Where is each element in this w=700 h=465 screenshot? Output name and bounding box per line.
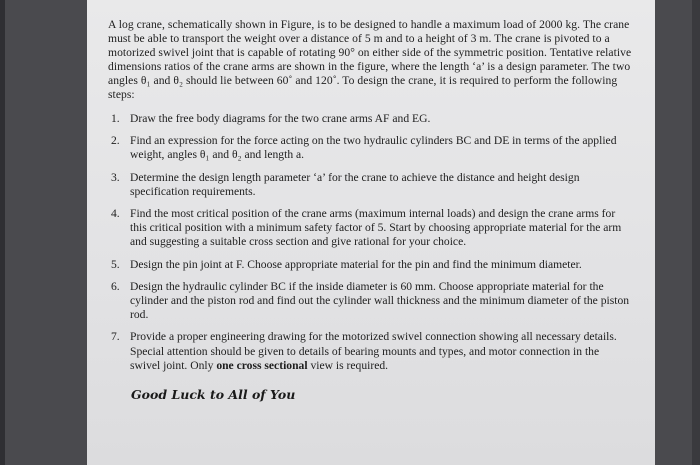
step-text: Determine the design length parameter ‘a’ for the crane to achieve the distance and height design specification requirements. xyxy=(130,170,580,198)
closing-signoff: Good Luck to All of You xyxy=(131,387,296,403)
step-item xyxy=(108,207,645,250)
step-number: 1. xyxy=(111,112,120,125)
step-item xyxy=(108,258,645,272)
step-text-emphasis: one cross sectional xyxy=(216,358,308,372)
step-number: 2. xyxy=(111,134,120,148)
step-number: 4. xyxy=(111,207,120,221)
step-item xyxy=(108,330,645,373)
step-number: 7. xyxy=(111,330,120,344)
assignment-sheet xyxy=(87,0,655,465)
left-background-edge xyxy=(0,0,5,465)
step-text: Find an expression for the force acting on the two hydraulic cylinders BC and DE in terms of the applied weight, angles θ₁ and θ₂ and length a. xyxy=(130,134,617,162)
right-background-edge xyxy=(692,0,700,465)
step-number: 5. xyxy=(111,257,120,271)
step-number: 6. xyxy=(111,279,120,293)
step-text-part: view is required. xyxy=(307,358,389,372)
step-item xyxy=(108,112,645,126)
step-item xyxy=(108,134,645,162)
steps-list xyxy=(108,112,645,373)
step-number: 3. xyxy=(111,170,120,184)
step-text: Design the hydraulic cylinder BC if the inside diameter is 60 mm. Choose appropriate material for the cylinder and the piston rod and find out the cylinder wall thickness and the minimum diameter of the piston rod. xyxy=(130,279,630,322)
step-text: Design the pin joint at F. Choose appropriate material for the pin and find the minimum diameter. xyxy=(130,257,582,271)
step-text: Find the most critical position of the crane arms (maximum internal loads) and design the crane arms for this critical position with a minimum safety factor of 5. Start by choosing appropriate material for the arm and suggesting a suitable cross section and give rational for your choice. xyxy=(130,207,622,249)
step-item xyxy=(108,280,645,323)
step-text-part: Provide a proper engineering drawing for the motorized swivel connection showing all necessary details. Special attention should be given to details of bearing mounts and types, and motor connection in the swivel joint. Only xyxy=(130,330,617,372)
intro-paragraph: A log crane, schematically shown in Figure, is to be designed to handle a maximum load of 2000 kg. The crane must be able to transport the weight over a distance of 5 m and to a height of 3 m. The crane is pivoted to a motorized swivel joint that is capable of rotating 90° on either side of the symmetric position. Tentative relative dimensions ratios of the crane arms are shown in the figure, where the length ‘a’ is a design parameter. The two angles θ₁ and θ₂ should lie between 60˚ and 120˚. To design the crane, it is required to perform the following steps: xyxy=(108,18,632,101)
step-item xyxy=(108,171,645,199)
step-text xyxy=(130,330,645,373)
step-text: Draw the free body diagrams for the two crane arms AF and EG. xyxy=(130,112,431,125)
